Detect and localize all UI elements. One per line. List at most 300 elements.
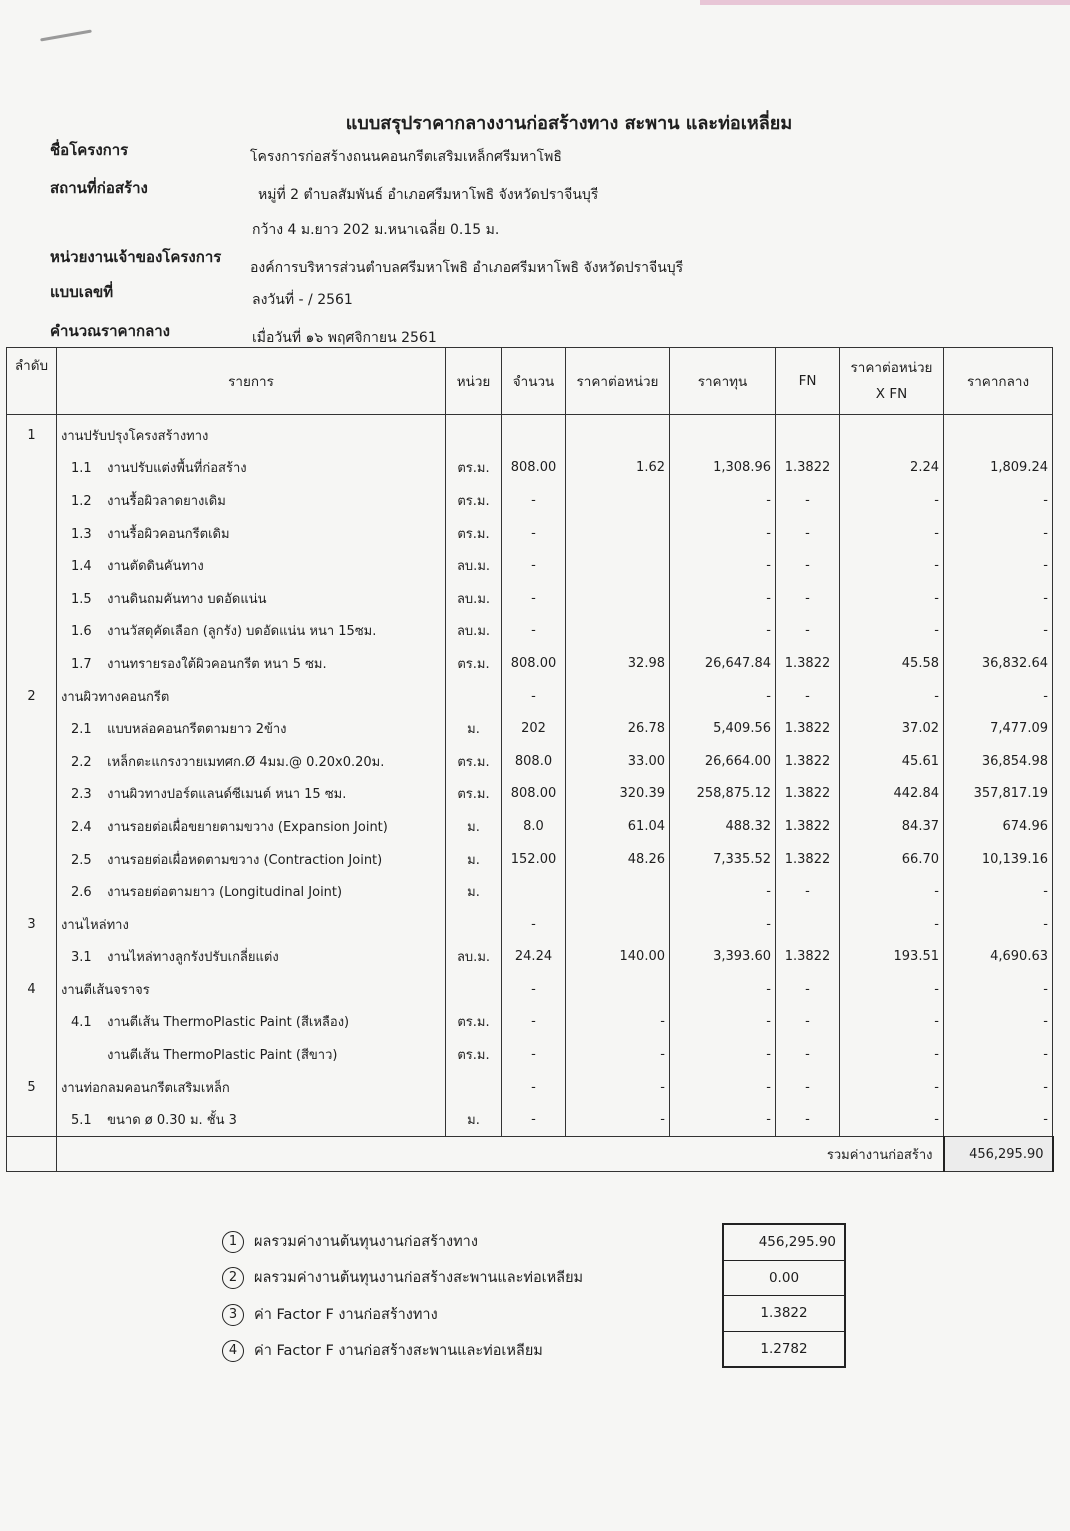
row-unit: ม. bbox=[446, 875, 502, 908]
table-row bbox=[7, 843, 1053, 876]
row-qty: - bbox=[502, 615, 566, 648]
row-median: - bbox=[944, 973, 1053, 1006]
row-median: - bbox=[944, 1038, 1053, 1071]
row-unit: ม. bbox=[446, 1103, 502, 1136]
row-item-code: 5.1 bbox=[71, 1113, 92, 1129]
table-row bbox=[7, 1103, 1053, 1136]
table-row bbox=[7, 712, 1053, 745]
row-unit: ตร.ม. bbox=[446, 1038, 502, 1071]
row-unit-fn: 442.84 bbox=[840, 778, 944, 811]
summary-item-1 bbox=[222, 1230, 478, 1253]
table-header-row bbox=[7, 348, 1053, 415]
row-unit-price: - bbox=[566, 1038, 670, 1071]
row-unit-price bbox=[566, 615, 670, 648]
row-cost: - bbox=[670, 1038, 776, 1071]
total-value: 456,295.90 bbox=[944, 1137, 1053, 1172]
row-qty: 202 bbox=[502, 712, 566, 745]
row-qty: 808.00 bbox=[502, 647, 566, 680]
row-median: - bbox=[944, 517, 1053, 550]
location-label: สถานที่ก่อสร้าง bbox=[50, 179, 148, 197]
row-item-code: 1.1 bbox=[71, 461, 92, 477]
summary-item-3 bbox=[222, 1303, 438, 1326]
row-cost: - bbox=[670, 680, 776, 713]
row-item-code: 2.4 bbox=[71, 819, 92, 835]
row-fn: - bbox=[776, 1103, 840, 1136]
row-no bbox=[7, 1006, 57, 1039]
row-unit: ลบ.ม. bbox=[446, 549, 502, 582]
row-unit-price: 1.62 bbox=[566, 452, 670, 485]
row-fn: - bbox=[776, 1071, 840, 1104]
row-median: - bbox=[944, 908, 1053, 941]
row-item bbox=[57, 843, 446, 876]
row-unit bbox=[446, 1071, 502, 1104]
summary-item-4 bbox=[222, 1339, 543, 1362]
summary-value-4: 1.2782 bbox=[760, 1340, 808, 1357]
row-qty: 808.00 bbox=[502, 778, 566, 811]
summary-number-3: 3 bbox=[222, 1304, 244, 1326]
summary-label-4: ค่า Factor F งานก่อสร้างสะพานและท่อเหลียม bbox=[254, 1343, 543, 1359]
row-item: งานไหล่ทาง bbox=[57, 908, 446, 941]
row-qty: 808.00 bbox=[502, 452, 566, 485]
row-no bbox=[7, 745, 57, 778]
row-qty: 24.24 bbox=[502, 941, 566, 974]
header-cost: ราคาทุน bbox=[670, 348, 776, 415]
header-unit-fn-line2: X FN bbox=[875, 386, 908, 402]
row-unit-price bbox=[566, 680, 670, 713]
header-item: รายการ bbox=[57, 348, 446, 415]
table-row bbox=[7, 680, 1053, 713]
row-item-label: งานวัสดุคัดเลือก (ลูกรัง) บดอัดแน่น หนา 15ซม. bbox=[107, 624, 377, 640]
row-fn: - bbox=[776, 582, 840, 615]
summary-number-1: 1 bbox=[222, 1231, 244, 1253]
row-unit bbox=[446, 973, 502, 1006]
row-cost: 3,393.60 bbox=[670, 941, 776, 974]
row-fn: - bbox=[776, 1006, 840, 1039]
row-no bbox=[7, 810, 57, 843]
row-median: - bbox=[944, 1103, 1053, 1136]
table-row bbox=[7, 517, 1053, 550]
row-unit-fn: 37.02 bbox=[840, 712, 944, 745]
row-unit-fn: - bbox=[840, 582, 944, 615]
row-unit-price: 48.26 bbox=[566, 843, 670, 876]
row-fn: 1.3822 bbox=[776, 810, 840, 843]
header-fn: FN bbox=[776, 348, 840, 415]
table-row bbox=[7, 745, 1053, 778]
table-row bbox=[7, 778, 1053, 811]
row-unit: ตร.ม. bbox=[446, 1006, 502, 1039]
row-qty: - bbox=[502, 1006, 566, 1039]
row-item bbox=[57, 712, 446, 745]
row-no bbox=[7, 941, 57, 974]
total-row bbox=[7, 1137, 1053, 1172]
row-unit-price bbox=[566, 517, 670, 550]
row-item-label: งานผิวทางปอร์ตแลนด์ซีเมนต์ หนา 15 ซม. bbox=[107, 787, 347, 803]
row-unit: ม. bbox=[446, 810, 502, 843]
header-unit-fn-line1: ราคาต่อหน่วย bbox=[850, 360, 933, 376]
row-item bbox=[57, 1103, 446, 1136]
row-unit-price: 33.00 bbox=[566, 745, 670, 778]
row-item-label: งานปรับแต่งพื้นที่ก่อสร้าง bbox=[107, 461, 247, 477]
row-unit-price bbox=[566, 484, 670, 517]
row-fn: 1.3822 bbox=[776, 712, 840, 745]
row-unit: ม. bbox=[446, 843, 502, 876]
row-fn: - bbox=[776, 517, 840, 550]
row-fn: 1.3822 bbox=[776, 745, 840, 778]
row-cost: - bbox=[670, 875, 776, 908]
row-cost: - bbox=[670, 517, 776, 550]
table-row bbox=[7, 908, 1053, 941]
row-fn: - bbox=[776, 615, 840, 648]
row-median: 4,690.63 bbox=[944, 941, 1053, 974]
summary-number-4: 4 bbox=[222, 1340, 244, 1362]
row-qty: - bbox=[502, 908, 566, 941]
table-row bbox=[7, 1071, 1053, 1104]
row-unit: ลบ.ม. bbox=[446, 615, 502, 648]
row-no: 1 bbox=[7, 415, 57, 452]
table-row bbox=[7, 875, 1053, 908]
row-unit-price bbox=[566, 582, 670, 615]
row-qty: - bbox=[502, 517, 566, 550]
row-median: 10,139.16 bbox=[944, 843, 1053, 876]
row-item bbox=[57, 875, 446, 908]
row-unit-fn: 45.61 bbox=[840, 745, 944, 778]
row-qty: 808.0 bbox=[502, 745, 566, 778]
row-unit-fn: - bbox=[840, 1103, 944, 1136]
header-unit: หน่วย bbox=[446, 348, 502, 415]
row-fn: - bbox=[776, 875, 840, 908]
dimensions-value: กว้าง 4 ม.ยาว 202 ม.หนาเฉลี่ย 0.15 ม. bbox=[252, 222, 500, 238]
row-unit-price bbox=[566, 875, 670, 908]
row-cost: - bbox=[670, 484, 776, 517]
row-cost: 258,875.12 bbox=[670, 778, 776, 811]
row-fn: - bbox=[776, 484, 840, 517]
row-unit-fn bbox=[840, 415, 944, 452]
row-fn: 1.3822 bbox=[776, 452, 840, 485]
row-fn: - bbox=[776, 680, 840, 713]
row-item-code: 1.5 bbox=[71, 591, 92, 607]
row-unit-fn: 45.58 bbox=[840, 647, 944, 680]
row-unit-fn: 193.51 bbox=[840, 941, 944, 974]
total-label: รวมค่างานก่อสร้าง bbox=[57, 1137, 944, 1172]
row-unit-price: 32.98 bbox=[566, 647, 670, 680]
row-unit-fn: - bbox=[840, 1006, 944, 1039]
row-item bbox=[57, 517, 446, 550]
header-qty: จำนวน bbox=[502, 348, 566, 415]
summary-label-3: ค่า Factor F งานก่อสร้างทาง bbox=[254, 1307, 438, 1323]
row-no: 4 bbox=[7, 973, 57, 1006]
row-fn: - bbox=[776, 549, 840, 582]
row-cost bbox=[670, 415, 776, 452]
summary-value-3: 1.3822 bbox=[724, 1296, 844, 1332]
row-unit-fn: - bbox=[840, 1071, 944, 1104]
row-unit-price bbox=[566, 973, 670, 1006]
row-item-code: 2.1 bbox=[71, 722, 92, 738]
row-unit: ลบ.ม. bbox=[446, 941, 502, 974]
row-cost: - bbox=[670, 1103, 776, 1136]
row-item-code: 2.3 bbox=[71, 787, 92, 803]
summary-label-1: ผลรวมค่างานต้นทุนงานก่อสร้างทาง bbox=[254, 1234, 478, 1250]
row-item-label: งานตัดดินคันทาง bbox=[107, 559, 204, 575]
row-item bbox=[57, 484, 446, 517]
row-qty: - bbox=[502, 1103, 566, 1136]
row-no: 5 bbox=[7, 1071, 57, 1104]
row-unit bbox=[446, 908, 502, 941]
row-unit: ม. bbox=[446, 712, 502, 745]
row-item-code: 1.4 bbox=[71, 559, 92, 575]
row-cost: 1,308.96 bbox=[670, 452, 776, 485]
calc-value: เมื่อวันที่ ๑๖ พฤศจิกายน 2561 bbox=[252, 330, 437, 346]
row-item-label: งานดินถมคันทาง บดอัดแน่น bbox=[107, 591, 267, 607]
row-fn: 1.3822 bbox=[776, 843, 840, 876]
row-item-label: งานตีเส้น ThermoPlastic Paint (สีเหลือง) bbox=[107, 1015, 350, 1031]
row-unit: ตร.ม. bbox=[446, 778, 502, 811]
row-qty: - bbox=[502, 1071, 566, 1104]
top-edge-strip bbox=[700, 0, 1070, 5]
summary-item-2 bbox=[222, 1266, 583, 1289]
row-qty: - bbox=[502, 680, 566, 713]
row-item: งานตีเส้นจราจร bbox=[57, 973, 446, 1006]
row-qty: - bbox=[502, 1038, 566, 1071]
row-unit: ตร.ม. bbox=[446, 452, 502, 485]
row-no bbox=[7, 843, 57, 876]
row-item-code: 4.1 bbox=[71, 1015, 92, 1031]
row-median: 1,809.24 bbox=[944, 452, 1053, 485]
row-median: 36,854.98 bbox=[944, 745, 1053, 778]
project-value: โครงการก่อสร้างถนนคอนกรีตเสริมเหล็กศรีมหาโพธิ bbox=[250, 149, 562, 165]
row-cost: - bbox=[670, 615, 776, 648]
header-no: ลำดับ bbox=[7, 348, 57, 415]
row-item bbox=[57, 549, 446, 582]
row-item bbox=[57, 778, 446, 811]
row-no bbox=[7, 875, 57, 908]
row-item: งานปรับปรุงโครงสร้างทาง bbox=[57, 415, 446, 452]
table-row bbox=[7, 549, 1053, 582]
header-unit-price: ราคาต่อหน่วย bbox=[566, 348, 670, 415]
row-item-label: งานรื้อผิวลาดยางเดิม bbox=[107, 493, 226, 509]
summary-value-2: 0.00 bbox=[724, 1261, 844, 1297]
row-item-code: 2.2 bbox=[71, 754, 92, 770]
row-item-label: งานรอยต่อเผื่อหดตามขวาง (Contraction Joint) bbox=[107, 852, 383, 868]
row-fn: 1.3822 bbox=[776, 647, 840, 680]
row-qty: - bbox=[502, 549, 566, 582]
row-median: - bbox=[944, 484, 1053, 517]
row-cost: 26,647.84 bbox=[670, 647, 776, 680]
table-row bbox=[7, 941, 1053, 974]
row-cost: - bbox=[670, 582, 776, 615]
row-median: - bbox=[944, 1071, 1053, 1104]
total-no-cell bbox=[7, 1137, 57, 1172]
row-fn: 1.3822 bbox=[776, 941, 840, 974]
location-value: หมู่ที่ 2 ตำบลสัมพันธ์ อำเภอศรีมหาโพธิ จังหวัดปราจีนบุรี bbox=[258, 187, 599, 203]
row-item-code: 1.7 bbox=[71, 656, 92, 672]
row-qty: 8.0 bbox=[502, 810, 566, 843]
calc-label: คำนวณราคากลาง bbox=[50, 322, 171, 340]
summary-values-box bbox=[722, 1223, 846, 1368]
row-unit-fn: - bbox=[840, 517, 944, 550]
header-median: ราคากลาง bbox=[944, 348, 1053, 415]
row-no bbox=[7, 1038, 57, 1071]
row-no bbox=[7, 712, 57, 745]
row-unit-fn: 84.37 bbox=[840, 810, 944, 843]
row-median: 36,832.64 bbox=[944, 647, 1053, 680]
row-unit bbox=[446, 415, 502, 452]
row-cost: - bbox=[670, 908, 776, 941]
table-row bbox=[7, 484, 1053, 517]
row-item-code: 1.3 bbox=[71, 526, 92, 542]
row-unit-price bbox=[566, 549, 670, 582]
row-qty bbox=[502, 875, 566, 908]
row-item-label: งานรอยต่อเผื่อขยายตามขวาง (Expansion Joint) bbox=[107, 819, 388, 835]
row-fn: - bbox=[776, 973, 840, 1006]
row-item-label: เหล็กตะแกรงวายเมทศก.Ø 4มม.@ 0.20x0.20ม. bbox=[107, 754, 385, 770]
row-item bbox=[57, 615, 446, 648]
row-fn bbox=[776, 908, 840, 941]
row-qty: 152.00 bbox=[502, 843, 566, 876]
row-unit-fn: 66.70 bbox=[840, 843, 944, 876]
drawing-value: ลงวันที่ - / 2561 bbox=[252, 292, 353, 308]
row-item bbox=[57, 1006, 446, 1039]
row-unit-fn: - bbox=[840, 615, 944, 648]
row-unit-price: - bbox=[566, 1006, 670, 1039]
row-cost: 488.32 bbox=[670, 810, 776, 843]
row-no bbox=[7, 582, 57, 615]
row-unit-fn: - bbox=[840, 680, 944, 713]
row-unit-fn: - bbox=[840, 484, 944, 517]
row-no bbox=[7, 549, 57, 582]
row-no bbox=[7, 452, 57, 485]
row-fn: - bbox=[776, 1038, 840, 1071]
row-median: 674.96 bbox=[944, 810, 1053, 843]
row-median: 7,477.09 bbox=[944, 712, 1053, 745]
row-item-code: 2.5 bbox=[71, 852, 92, 868]
row-item bbox=[57, 810, 446, 843]
row-item bbox=[57, 745, 446, 778]
row-qty: - bbox=[502, 582, 566, 615]
row-unit-price: 26.78 bbox=[566, 712, 670, 745]
row-unit-fn: - bbox=[840, 875, 944, 908]
table-row bbox=[7, 973, 1053, 1006]
row-item-label: งานตีเส้น ThermoPlastic Paint (สีขาว) bbox=[107, 1048, 338, 1064]
table-row bbox=[7, 415, 1053, 452]
row-no bbox=[7, 647, 57, 680]
row-item bbox=[57, 452, 446, 485]
row-unit bbox=[446, 680, 502, 713]
header-unit-fn bbox=[840, 348, 944, 415]
row-unit-price: 140.00 bbox=[566, 941, 670, 974]
row-unit-price: - bbox=[566, 1103, 670, 1136]
row-item bbox=[57, 582, 446, 615]
row-item-code: 1.6 bbox=[71, 624, 92, 640]
table-row bbox=[7, 615, 1053, 648]
row-median: - bbox=[944, 1006, 1053, 1039]
row-fn bbox=[776, 415, 840, 452]
row-unit: ตร.ม. bbox=[446, 484, 502, 517]
project-label: ชื่อโครงการ bbox=[50, 141, 129, 159]
row-unit-fn: - bbox=[840, 1038, 944, 1071]
pen-mark bbox=[40, 30, 92, 42]
row-median: - bbox=[944, 615, 1053, 648]
row-item-label: แบบหล่อคอนกรีตตามยาว 2ข้าง bbox=[107, 722, 287, 738]
row-cost: - bbox=[670, 973, 776, 1006]
table-row bbox=[7, 647, 1053, 680]
row-cost: - bbox=[670, 1071, 776, 1104]
row-unit: ตร.ม. bbox=[446, 517, 502, 550]
owner-value: องค์การบริหารส่วนตำบลศรีมหาโพธิ อำเภอศรีมหาโพธิ จังหวัดปราจีนบุรี bbox=[250, 260, 684, 276]
row-unit-price bbox=[566, 415, 670, 452]
table-row bbox=[7, 452, 1053, 485]
row-median: - bbox=[944, 680, 1053, 713]
row-unit-fn: - bbox=[840, 549, 944, 582]
row-no bbox=[7, 615, 57, 648]
summary-number-2: 2 bbox=[222, 1267, 244, 1289]
row-no bbox=[7, 1103, 57, 1136]
row-unit-price bbox=[566, 908, 670, 941]
row-no: 2 bbox=[7, 680, 57, 713]
row-item-label: งานไหล่ทางลูกรังปรับเกลี่ยแต่ง bbox=[107, 950, 279, 966]
drawing-label: แบบเลขที่ bbox=[50, 283, 114, 301]
row-cost: - bbox=[670, 1006, 776, 1039]
row-item-label: ขนาด ø 0.30 ม. ชั้น 3 bbox=[107, 1113, 237, 1129]
row-no bbox=[7, 517, 57, 550]
row-item bbox=[57, 1038, 446, 1071]
row-unit-fn: - bbox=[840, 908, 944, 941]
row-fn: 1.3822 bbox=[776, 778, 840, 811]
row-item-code: 1.2 bbox=[71, 493, 92, 509]
row-qty bbox=[502, 415, 566, 452]
owner-label: หน่วยงานเจ้าของโครงการ bbox=[50, 248, 222, 266]
row-median: - bbox=[944, 549, 1053, 582]
row-item-code: 2.6 bbox=[71, 885, 92, 901]
row-unit: ลบ.ม. bbox=[446, 582, 502, 615]
row-median: 357,817.19 bbox=[944, 778, 1053, 811]
row-no bbox=[7, 484, 57, 517]
table-row bbox=[7, 1038, 1053, 1071]
row-cost: 7,335.52 bbox=[670, 843, 776, 876]
row-item-label: งานทรายรองใต้ผิวคอนกรีต หนา 5 ซม. bbox=[107, 656, 327, 672]
row-unit: ตร.ม. bbox=[446, 647, 502, 680]
row-median bbox=[944, 415, 1053, 452]
row-unit: ตร.ม. bbox=[446, 745, 502, 778]
row-item: งานผิวทางคอนกรีต bbox=[57, 680, 446, 713]
table-row bbox=[7, 582, 1053, 615]
row-item bbox=[57, 647, 446, 680]
row-qty: - bbox=[502, 484, 566, 517]
summary-label-2: ผลรวมค่างานต้นทุนงานก่อสร้างสะพานและท่อเหลียม bbox=[254, 1270, 584, 1286]
price-table bbox=[6, 347, 1054, 1172]
summary-value-1: 456,295.90 bbox=[724, 1225, 844, 1261]
row-item: งานท่อกลมคอนกรีตเสริมเหล็ก bbox=[57, 1071, 446, 1104]
row-no: 3 bbox=[7, 908, 57, 941]
row-unit-fn: - bbox=[840, 973, 944, 1006]
row-item bbox=[57, 941, 446, 974]
table-row bbox=[7, 1006, 1053, 1039]
row-unit-fn: 2.24 bbox=[840, 452, 944, 485]
row-cost: 5,409.56 bbox=[670, 712, 776, 745]
row-cost: - bbox=[670, 549, 776, 582]
row-qty: - bbox=[502, 973, 566, 1006]
row-median: - bbox=[944, 582, 1053, 615]
table-row bbox=[7, 810, 1053, 843]
row-item-label: งานรื้อผิวคอนกรีตเดิม bbox=[107, 526, 230, 542]
row-no bbox=[7, 778, 57, 811]
document-title: แบบสรุปราคากลางงานก่อสร้างทาง สะพาน และท่อเหลี่ยม bbox=[345, 113, 793, 134]
row-item-label: งานรอยต่อตามยาว (Longitudinal Joint) bbox=[107, 885, 343, 901]
row-item-code: 3.1 bbox=[71, 950, 92, 966]
row-cost: 26,664.00 bbox=[670, 745, 776, 778]
row-unit-price: 61.04 bbox=[566, 810, 670, 843]
row-unit-price: 320.39 bbox=[566, 778, 670, 811]
row-unit-price: - bbox=[566, 1071, 670, 1104]
